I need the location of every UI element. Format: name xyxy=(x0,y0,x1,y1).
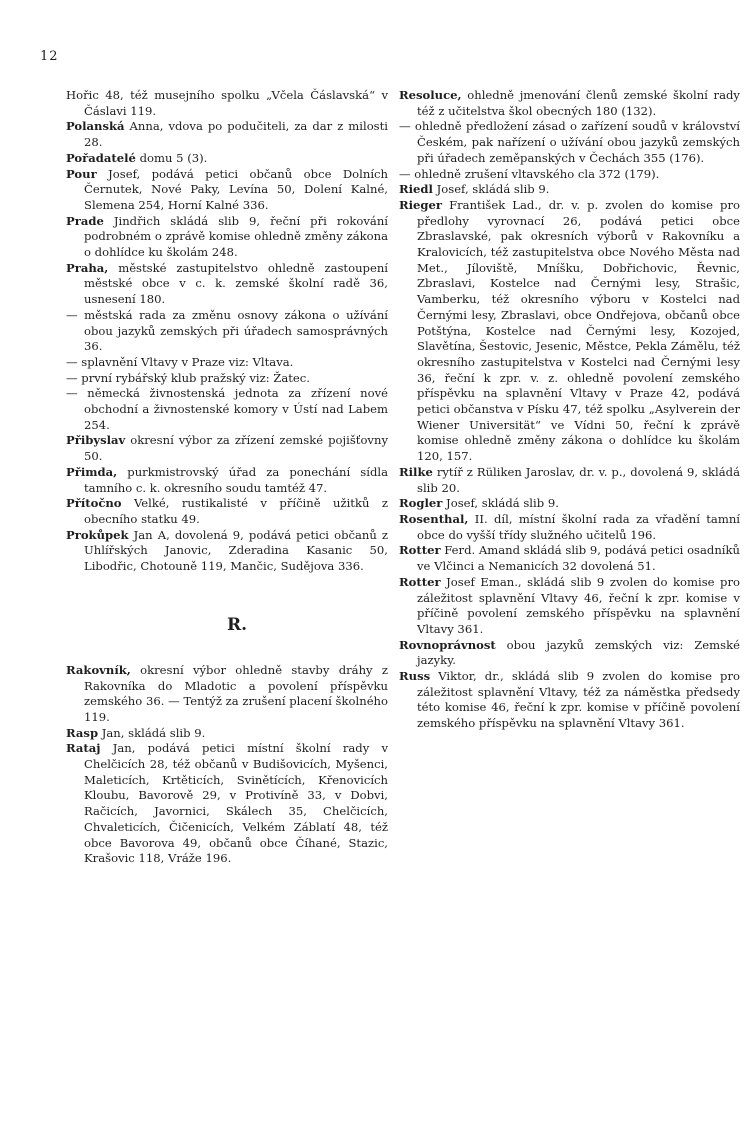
page-number: 12 xyxy=(40,49,59,64)
entry-heading: Praha, xyxy=(66,260,109,275)
entry-heading: Rakovník, xyxy=(66,662,131,677)
entry-text: Anna, vdova po podučiteli, za dar z milosti 28. xyxy=(84,119,388,150)
entry-text: Jan A, dovolená 9, podává petici občanů z Uhlířských Janovic, Zderadina Kasanic 50, Libodřic, Chotouně 119, Mančic, Sudějova 336. xyxy=(84,527,388,574)
index-entry xyxy=(66,355,388,371)
entry-text: městské zastupitelstvo ohledně zastoupení městské obce v c. k. zemské školní radě 36, usnesení 180. xyxy=(84,260,388,307)
left-entries xyxy=(66,88,388,575)
entry-text: II. díl, místní školní rada za vřadění tamní obce do vyšší třídy služného učitelů 196. xyxy=(417,511,740,542)
entry-text: rytíř z Rüliken Jaroslav, dr. v. p., dovolená 9, skládá slib 20. xyxy=(417,464,740,495)
entry-heading: Přibyslav xyxy=(66,433,126,448)
entry-heading: Pour xyxy=(66,166,97,181)
index-entry xyxy=(66,726,388,742)
index-entry xyxy=(66,528,388,575)
index-entry xyxy=(399,119,740,166)
entry-text: Hořic 48, též musejního spolku „Včela Čáslavská“ v Čáslavi 119. xyxy=(66,88,388,118)
entry-heading: Polanská xyxy=(66,119,125,134)
entry-heading: Rotter xyxy=(399,574,441,589)
index-entry xyxy=(66,167,388,214)
entry-heading: Resoluce, xyxy=(399,88,462,102)
entry-text: purkmistrovský úřad za ponechání sídla tamního c. k. okresního soudu tamtéž 47. xyxy=(84,464,388,495)
entry-heading: Prade xyxy=(66,213,104,228)
left-column xyxy=(66,88,388,867)
index-entry xyxy=(66,308,388,355)
entry-text: — ohledně zrušení vltavského cla 372 (179). xyxy=(399,166,660,181)
right-entries xyxy=(399,88,740,732)
index-entry xyxy=(399,512,740,543)
index-entry xyxy=(66,465,388,496)
entry-text: Ferd. Amand skládá slib 9, podává petici osadníků ve Vlčinci a Nemanicích 32 dovolená 51. xyxy=(417,543,740,574)
index-entry xyxy=(399,543,740,574)
index-entry xyxy=(399,669,740,732)
index-entry xyxy=(66,741,388,867)
right-column xyxy=(399,88,740,732)
index-entry xyxy=(66,119,388,150)
index-entry xyxy=(66,214,388,261)
entry-heading: Přítočno xyxy=(66,496,122,511)
index-entry xyxy=(66,261,388,308)
entry-text: domu 5 (3). xyxy=(135,150,208,165)
entry-text: ohledně jmenování členů zemské školní rady též z učitelstva škol obecných 180 (132). xyxy=(417,88,740,118)
entry-text: Josef, skládá slib 9. xyxy=(432,182,550,197)
entry-heading: Rosenthal, xyxy=(399,511,469,526)
index-entry xyxy=(399,182,740,198)
entry-text: — splavnění Vltavy v Praze viz: Vltava. xyxy=(66,354,294,369)
entry-text: — ohledně předložení zásad o zařízení soudů v království Českém, pak nařízení o užívání obou jazyků zemských při úřadech zeměpanských v Čechách 355 (176). xyxy=(399,119,740,165)
entry-text: okresní výbor ohledně stavby dráhy z Rakovníka do Mladotic a povolení příspěvku zemského 36. — Tentýž za zrušení placení školného 119. xyxy=(84,662,388,724)
index-entry xyxy=(66,663,388,726)
index-entry xyxy=(399,638,740,669)
entry-heading: Prokůpek xyxy=(66,527,129,542)
section-letter: R. xyxy=(226,614,248,635)
entry-text: Jan, podává petici místní školní rady v Chelčicích 28, též občanů v Budišovicích, Myšenci, Maleticích, Krtěticích, Svinětících, Křenovicích Kloubu, Bavorově 29, v Protivíně 33, v Dobvi, Račicích, Javornici, Skálech 35, Chelčicích, Chvaleticích, Čičenicích, Velkém Záblatí 48, též obce Bavorova 49, občanů obce Číhané, Stazic, Krašovic 118, Vráže 196. xyxy=(84,741,388,866)
entry-heading: Rovnoprávnost xyxy=(399,637,496,652)
left-r-entries xyxy=(66,663,388,867)
entry-text: Velké, rustikalisté v příčině užitků z obecního statku 49. xyxy=(84,496,388,526)
entry-text: Jindřich skládá slib 9, řeční při rokování podrobném o zprávě komise ohledně změny zákona o dohlídce ku školám 248. xyxy=(84,213,388,260)
index-entry xyxy=(399,198,740,465)
index-entry xyxy=(399,465,740,496)
entry-heading: Rilke xyxy=(399,464,433,479)
entry-text: okresní výbor za zřízení zemské pojišťovny 50. xyxy=(84,433,388,464)
index-entry xyxy=(66,433,388,464)
index-entry xyxy=(66,88,388,119)
entry-heading: Rasp xyxy=(66,725,99,740)
entry-text: — městská rada za změnu osnovy zákona o užívání obou jazyků zemských při úřadech samosprávných 36. xyxy=(66,307,388,354)
entry-text: Jan, skládá slib 9. xyxy=(98,725,206,740)
index-entry xyxy=(399,88,740,119)
entry-heading: Rogler xyxy=(399,496,443,511)
index-entry xyxy=(66,386,388,433)
entry-text: — první rybářský klub pražský viz: Žatec. xyxy=(66,370,310,385)
entry-heading: Riedl xyxy=(399,182,433,197)
entry-text: Josef Eman., skládá slib 9 zvolen do komise pro záležitost splavnění Vltavy 46, řeční k zpr. komise v příčině povolení zemského příspěvku na splavnění Vltavy 361. xyxy=(417,574,740,636)
entry-heading: Pořadatelé xyxy=(66,150,136,165)
entry-text: František Lad., dr. v. p. zvolen do komise pro předlohy vyrovnací 26, podává petici obce Zbraslavské, pak okresních výborů v Rakovníku a Kralovicích, též zastupitelstva obce Nového Města nad Met., Jíloviště, Mníšku, Dobřichovic, Řevnic, Zbraslavi, Kostelce nad Černými lesy, Strašic, Vamberku, též okresního výboru v Kostelci nad Černými lesy, Zbraslavi, obce Ondřejova, občanů obce Potštýna, Kostelce nad Černými lesy, Kozojed, Slavětína, Šestovic, Jesenic, Městce, Pekla Zámělu, též okresního zastupitelstva v Kostelci nad Černými lesy 36, řeční k zpr. v. z. ohledně povolení zemského příspěvku na splavnění Vltavy v Praze 42, podává petici občanstva v Písku 47, též spolku „Asylverein der Wiener Universität“ ve Vídni 50, řeční k zprávě komise ohledně změny zákona o dohlídce ku školám 120, 157. xyxy=(417,197,740,464)
index-entry xyxy=(399,496,740,512)
index-entry xyxy=(399,167,740,183)
entry-heading: Russ xyxy=(399,669,431,684)
entry-text: Josef, podává petici občanů obce Dolních Černutek, Nové Paky, Levína 50, Dolení Kalné, Slemena 254, Horní Kalné 336. xyxy=(84,166,388,212)
index-entry xyxy=(399,575,740,638)
entry-text: — německá živnostenská jednota za zřízení nové obchodní a živnostenské komory v Ústí nad Labem 254. xyxy=(66,386,388,432)
entry-heading: Rieger xyxy=(399,197,443,212)
entry-text: obou jazyků zemských viz: Zemské jazyky. xyxy=(417,637,740,668)
index-entry xyxy=(66,151,388,167)
entry-heading: Rotter xyxy=(399,543,441,558)
entry-heading: Přimda, xyxy=(66,464,118,479)
index-entry xyxy=(66,496,388,527)
index-entry xyxy=(66,371,388,387)
entry-text: Viktor, dr., skládá slib 9 zvolen do komise pro záležitost splavnění Vltavy, též za náměstka předsedy této komise 46, řeční k zpr. komise v příčině povolení zemského příspěvku na splavnění Vltavy 361. xyxy=(417,669,740,731)
entry-heading: Rataj xyxy=(66,741,101,756)
entry-text: Josef, skládá slib 9. xyxy=(442,496,559,511)
